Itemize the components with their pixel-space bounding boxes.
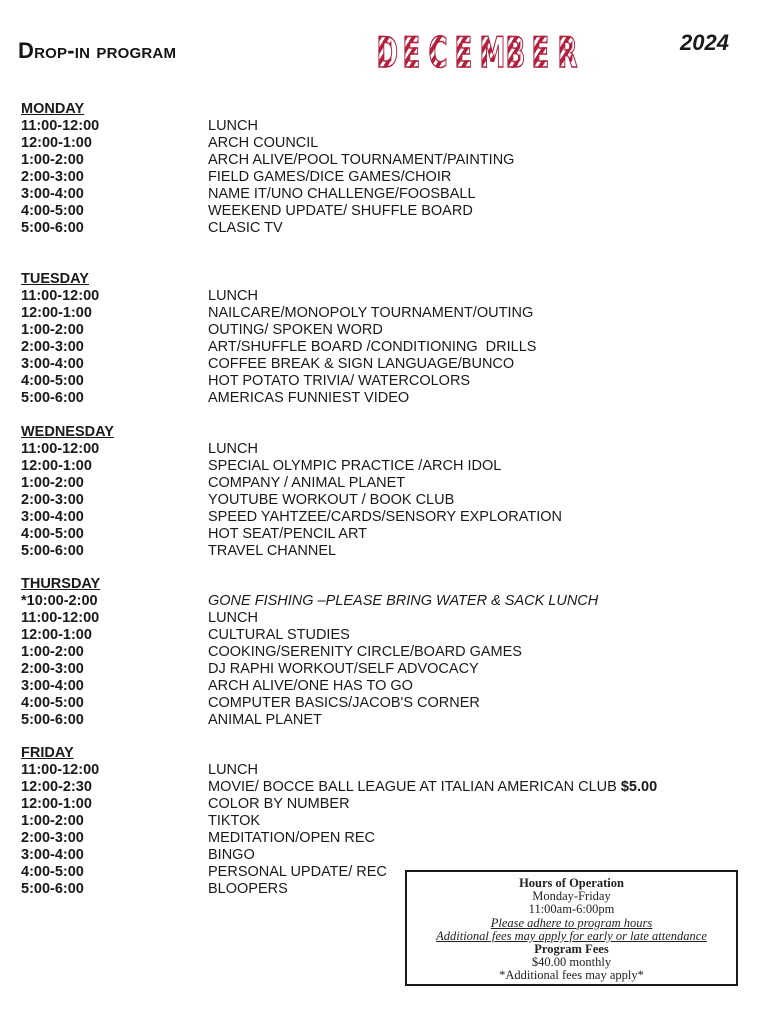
fees-heading: Program Fees <box>534 942 609 957</box>
time-slot: 3:00-4:00 <box>21 847 84 863</box>
time-slot: 2:00-3:00 <box>21 339 84 355</box>
day-heading: MONDAY <box>21 101 85 117</box>
time-slot: 12:00-1:00 <box>21 796 92 812</box>
activity: YOUTUBE WORKOUT / BOOK CLUB <box>208 492 455 508</box>
activity: HOT POTATO TRIVIA/ WATERCOLORS <box>208 373 471 389</box>
time-slot: 5:00-6:00 <box>21 712 84 728</box>
time-slot: *10:00-2:00 <box>21 593 98 609</box>
schedule-row <box>21 322 536 339</box>
time-slot: 3:00-4:00 <box>21 678 84 694</box>
time-slot: 3:00-4:00 <box>21 186 84 202</box>
activity: FIELD GAMES/DICE GAMES/CHOIR <box>208 169 452 185</box>
time-slot: 5:00-6:00 <box>21 390 84 406</box>
activity: SPECIAL OLYMPIC PRACTICE /ARCH IDOL <box>208 458 502 474</box>
activity: HOT SEAT/PENCIL ART <box>208 526 368 542</box>
activity: TIKTOK <box>208 813 261 829</box>
time-slot: 11:00-12:00 <box>21 441 100 457</box>
schedule-row <box>21 356 536 373</box>
day-section-wednesday <box>21 424 562 560</box>
schedule-row <box>21 288 536 305</box>
activity: COOKING/SERENITY CIRCLE/BOARD GAMES <box>208 644 522 660</box>
month-letter: B <box>506 26 521 80</box>
activity: COMPUTER BASICS/JACOB'S CORNER <box>208 695 480 711</box>
schedule-row <box>21 610 598 627</box>
schedule-row <box>21 305 536 322</box>
time-slot: 4:00-5:00 <box>21 864 84 880</box>
schedule-row <box>21 712 598 729</box>
activity: ARCH ALIVE/ONE HAS TO GO <box>208 678 413 694</box>
month-letter: C <box>428 26 443 80</box>
time-slot: 2:00-3:00 <box>21 830 84 846</box>
schedule-row <box>21 441 562 458</box>
schedule-row <box>21 526 562 543</box>
time-slot: 1:00-2:00 <box>21 475 84 491</box>
day-heading: WEDNESDAY <box>21 424 114 440</box>
time-slot: 4:00-5:00 <box>21 203 84 219</box>
schedule-row <box>21 152 514 169</box>
day-heading: FRIDAY <box>21 745 74 761</box>
schedule-row <box>21 543 562 560</box>
month-letter: M <box>480 26 495 80</box>
schedule-row <box>21 339 536 356</box>
time-slot: 11:00-12:00 <box>21 288 100 304</box>
schedule-row <box>21 390 536 407</box>
operating-days: Monday-Friday <box>532 889 611 904</box>
activity: AMERICAS FUNNIEST VIDEO <box>208 390 410 406</box>
schedule-row <box>21 830 657 847</box>
day-section-thursday <box>21 576 598 729</box>
day-heading: THURSDAY <box>21 576 101 592</box>
time-slot: 12:00-1:00 <box>21 135 92 151</box>
day-heading: TUESDAY <box>21 271 89 287</box>
schedule-row <box>21 458 562 475</box>
activity: LUNCH <box>208 762 258 778</box>
schedule-row <box>21 475 562 492</box>
hours-and-fees-box <box>405 870 738 986</box>
time-slot: 2:00-3:00 <box>21 492 84 508</box>
schedule-row <box>21 169 514 186</box>
activity: CLASIC TV <box>208 220 283 236</box>
schedule-row <box>21 593 598 610</box>
additional-fees-note: *Additional fees may apply* <box>499 968 644 983</box>
schedule-row <box>21 779 657 796</box>
activity: ART/SHUFFLE BOARD /CONDITIONING DRILLS <box>208 339 537 355</box>
activity: MOVIE/ BOCCE BALL LEAGUE AT ITALIAN AMERICAN CLUB <box>208 779 617 795</box>
activity: WEEKEND UPDATE/ SHUFFLE BOARD <box>208 203 473 219</box>
time-slot: 12:00-1:00 <box>21 627 92 643</box>
schedule-row <box>21 644 598 661</box>
time-slot: 11:00-12:00 <box>21 762 100 778</box>
time-slot: 3:00-4:00 <box>21 356 84 372</box>
schedule-row <box>21 220 514 237</box>
month-letter: D <box>377 26 392 80</box>
activity: ARCH COUNCIL <box>208 135 319 151</box>
schedule-row <box>21 695 598 712</box>
activity: MEDITATION/OPEN REC <box>208 830 376 846</box>
activity: PERSONAL UPDATE/ REC <box>208 864 387 880</box>
activity: COMPANY / ANIMAL PLANET <box>208 475 406 491</box>
activity: BINGO <box>208 847 255 863</box>
time-slot: 5:00-6:00 <box>21 881 84 897</box>
activity: TRAVEL CHANNEL <box>208 543 337 559</box>
time-slot: 1:00-2:00 <box>21 644 84 660</box>
time-slot: 12:00-1:00 <box>21 305 92 321</box>
year: 2024 <box>680 30 729 55</box>
time-slot: 12:00-1:00 <box>21 458 92 474</box>
day-section-tuesday <box>21 271 536 407</box>
activity: NAILCARE/MONOPOLY TOURNAMENT/OUTING <box>208 305 534 321</box>
schedule-row <box>21 762 657 779</box>
schedule-row <box>21 796 657 813</box>
activity: LUNCH <box>208 610 258 626</box>
time-slot: 1:00-2:00 <box>21 322 84 338</box>
schedule-row <box>21 373 536 390</box>
operating-hours: 11:00am-6:00pm <box>528 902 615 917</box>
month-letter: E <box>454 26 469 80</box>
activity: LUNCH <box>208 118 258 134</box>
schedule-row <box>21 813 657 830</box>
page-title: Drop-in program <box>18 38 177 63</box>
time-slot: 1:00-2:00 <box>21 152 84 168</box>
time-slot: 11:00-12:00 <box>21 610 100 626</box>
schedule-row <box>21 678 598 695</box>
schedule-row <box>21 492 562 509</box>
time-slot: 4:00-5:00 <box>21 526 84 542</box>
activity: ARCH ALIVE/POOL TOURNAMENT/PAINTING <box>208 152 515 168</box>
activity: COLOR BY NUMBER <box>208 796 350 812</box>
schedule-row <box>21 203 514 220</box>
time-slot: 3:00-4:00 <box>21 509 84 525</box>
schedule-row <box>21 135 514 152</box>
time-slot: 4:00-5:00 <box>21 695 84 711</box>
time-slot: 1:00-2:00 <box>21 813 84 829</box>
time-slot: 5:00-6:00 <box>21 220 84 236</box>
schedule-row <box>21 118 514 135</box>
time-slot: 4:00-5:00 <box>21 373 84 389</box>
month-banner <box>372 26 577 80</box>
time-slot: 12:00-2:30 <box>21 779 92 795</box>
hours-heading: Hours of Operation <box>519 876 624 890</box>
month-letter: E <box>402 26 417 80</box>
time-slot: 11:00-12:00 <box>21 118 100 134</box>
activity: GONE FISHING –PLEASE BRING WATER & SACK LUNCH <box>208 593 599 609</box>
schedule-row <box>21 186 514 203</box>
activity: SPEED YAHTZEE/CARDS/SENSORY EXPLORATION <box>208 509 563 525</box>
day-section-monday <box>21 101 514 237</box>
adhere-note: Please adhere to program hours <box>490 915 653 930</box>
time-slot: 2:00-3:00 <box>21 169 84 185</box>
schedule-row <box>21 847 657 864</box>
activity: DJ RAPHI WORKOUT/SELF ADVOCACY <box>208 661 479 677</box>
schedule-row <box>21 627 598 644</box>
activity-price: $5.00 <box>620 779 658 795</box>
activity: NAME IT/UNO CHALLENGE/FOOSBALL <box>208 186 476 202</box>
extra-fee-note: Additional fees may apply for early or late attendance <box>436 928 707 943</box>
month-letter: E <box>532 26 547 80</box>
activity: OUTING/ SPOKEN WORD <box>208 322 383 338</box>
month-letter: R <box>557 26 572 80</box>
activity: LUNCH <box>208 441 258 457</box>
schedule-row <box>21 661 598 678</box>
activity: ANIMAL PLANET <box>208 712 322 728</box>
activity: LUNCH <box>208 288 258 304</box>
monthly-fee: $40.00 monthly <box>531 955 612 970</box>
activity: BLOOPERS <box>208 881 288 897</box>
time-slot: 2:00-3:00 <box>21 661 84 677</box>
schedule-row <box>21 509 562 526</box>
activity: CULTURAL STUDIES <box>208 627 350 643</box>
activity: COFFEE BREAK & SIGN LANGUAGE/BUNCO <box>208 356 515 372</box>
time-slot: 5:00-6:00 <box>21 543 84 559</box>
